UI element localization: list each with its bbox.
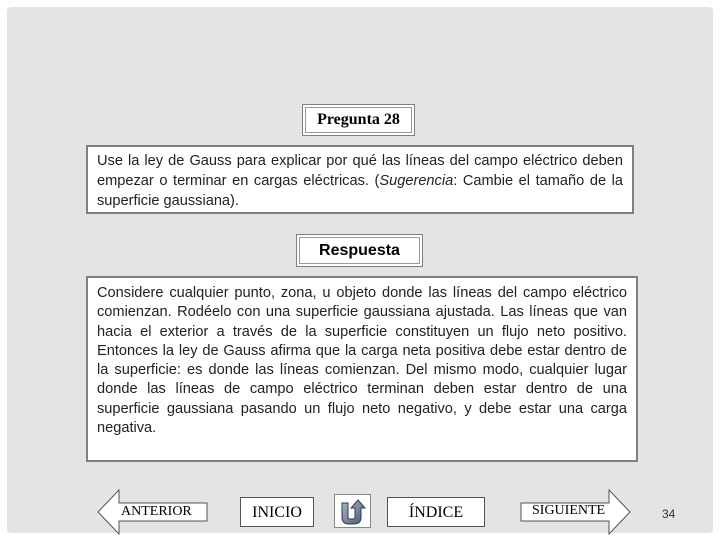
hint-label: Sugerencia (379, 173, 454, 189)
question-title: Pregunta 28 (302, 104, 415, 136)
previous-button[interactable] (97, 489, 209, 535)
previous-label: ANTERIOR (121, 504, 192, 519)
next-button[interactable] (520, 489, 632, 535)
question-text (86, 145, 634, 214)
question-text-start: Use la ley de Gauss para explicar por qué las líneas del campo eléctrico deben empezar o terminar en cargas eléctricas. ( (97, 153, 623, 189)
answer-text: Considere cualquier punto, zona, u objeto donde las líneas del campo eléctrico comienzan. Rodéelo con una superficie gaussiana ajustada. Las líneas que van hacia el exterior a través de la superficie constituyen un flujo neto positivo. Entonces la ley de Gauss afirma que la carga neta positiva debe estar dentro de la superficie: es donde las líneas comienzan. Del mismo modo, cualquier lugar donde las líneas de campo eléctrico terminan deben estar dentro de una superficie gaussiana pasando un flujo neto negativo, y debe estar una carga negativa. (86, 276, 638, 462)
page-number: 34 (662, 507, 676, 521)
u-turn-arrow-icon (335, 495, 370, 527)
home-button[interactable]: INICIO (240, 497, 314, 527)
index-button[interactable]: ÍNDICE (387, 497, 485, 527)
next-label: SIGUIENTE (532, 503, 606, 518)
answer-title: Respuesta (296, 234, 423, 267)
back-button[interactable] (334, 494, 371, 528)
question-text-end: : Cambie el tamaño de la superficie gaussiana). (97, 173, 623, 209)
